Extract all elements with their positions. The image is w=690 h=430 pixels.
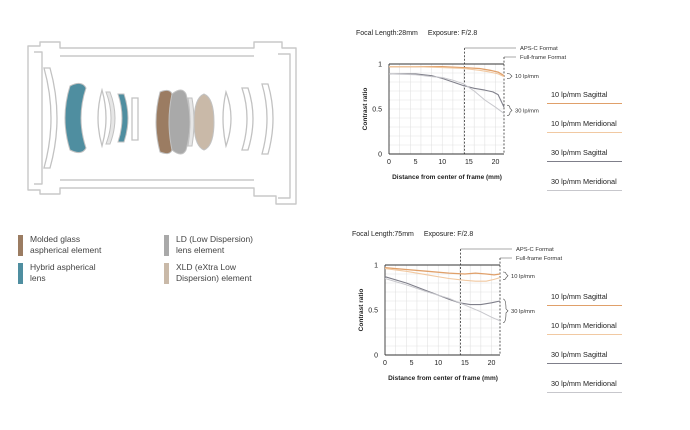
hybrid-swatch [18, 263, 23, 284]
legend-label: LD (Low Dispersion) lens element [176, 234, 253, 255]
fullframe-format-label: Full-frame Format [520, 55, 567, 61]
key-10-sagittal: 10 lp/mm Sagittal [551, 292, 608, 301]
x-tick-label: 20 [487, 360, 496, 367]
molded-swatch [18, 235, 23, 256]
key-30-sagittal: 30 lp/mm Sagittal [551, 148, 608, 157]
y-tick-label: 1 [374, 262, 378, 270]
legend-item-hybrid [18, 262, 140, 284]
x-tick-label: 20 [491, 159, 500, 166]
key-line-10-sagittal [547, 305, 622, 306]
key-line-10-sagittal [547, 103, 622, 104]
key-line-30-meridional [547, 392, 622, 393]
x-tick-label: 15 [460, 360, 469, 367]
hybrid-aspherical-element-rear [118, 94, 128, 142]
element-11 [262, 84, 273, 154]
x-tick-label: 0 [383, 360, 387, 367]
mtf-chart-28mm [356, 30, 636, 190]
x-tick-label: 10 [438, 159, 447, 166]
legend-label: Hybrid aspherical lens [30, 262, 96, 283]
key-line-10-meridional [547, 132, 622, 133]
apsc-format-label: APS-C Format [516, 247, 554, 253]
focal-length-label: Focal Length:28mm [356, 30, 418, 37]
y-axis-title: Contrast ratio [362, 87, 369, 131]
xld-swatch [164, 263, 169, 284]
y-tick-label: 0 [378, 151, 382, 159]
lens-cross-section-diagram [14, 28, 310, 210]
legend-label: XLD (eXtra Low Dispersion) element [176, 262, 252, 283]
key-30-meridional: 30 lp/mm Meridional [551, 379, 617, 388]
front-element [44, 68, 57, 168]
key-line-30-sagittal [547, 161, 622, 162]
brace-30lpmm [503, 299, 508, 323]
x-axis-title: Distance from center of frame (mm) [392, 174, 502, 181]
mtf-plot-75mm [352, 231, 563, 391]
exposure-label: Exposure: F/2.8 [423, 231, 474, 238]
freq-label-30lpmm: 30 lp/mm [511, 308, 535, 315]
element-3 [98, 90, 106, 146]
key-10-meridional: 10 lp/mm Meridional [551, 119, 617, 128]
y-axis-title: Contrast ratio [358, 288, 365, 332]
y-tick-label: 0.5 [372, 106, 382, 114]
hybrid-aspherical-element-front [65, 83, 86, 152]
x-tick-label: 15 [464, 159, 473, 166]
key-30-meridional: 30 lp/mm Meridional [551, 177, 617, 186]
mtf-chart-75mm [352, 231, 632, 391]
x-tick-label: 0 [387, 159, 391, 166]
legend-item-molded [18, 234, 140, 256]
mtf-plot-28mm [356, 30, 567, 190]
legend-label: Molded glass aspherical element [30, 234, 102, 255]
key-line-10-meridional [547, 334, 622, 335]
fullframe-format-label: Full-frame Format [516, 256, 563, 262]
brace-10lpmm [507, 74, 512, 79]
exposure-label: Exposure: F/2.8 [427, 30, 478, 37]
ld-small-element [106, 92, 115, 144]
y-tick-label: 1 [378, 61, 382, 69]
key-10-meridional: 10 lp/mm Meridional [551, 321, 617, 330]
brace-10lpmm [503, 272, 508, 280]
legend-item-xld [164, 262, 286, 284]
x-tick-label: 5 [413, 159, 418, 166]
key-10-sagittal: 10 lp/mm Sagittal [551, 90, 608, 99]
x-axis-title: Distance from center of frame (mm) [388, 375, 498, 382]
ld-swatch [164, 235, 169, 256]
brace-30lpmm [507, 105, 512, 115]
ld-low-dispersion-element [169, 90, 190, 154]
freq-label-10lpmm: 10 lp/mm [515, 74, 539, 81]
element-5 [132, 98, 138, 140]
xld-extra-low-dispersion-element [194, 94, 214, 150]
y-tick-label: 0.5 [368, 307, 378, 315]
x-tick-label: 10 [434, 360, 443, 367]
freq-label-30lpmm: 30 lp/mm [515, 108, 539, 115]
series-line-2 [389, 67, 504, 77]
element-10 [242, 88, 253, 150]
focal-length-label: Focal Length:75mm [352, 231, 414, 238]
key-line-30-sagittal [547, 363, 622, 364]
apsc-format-label: APS-C Format [520, 46, 558, 52]
series-line-2 [385, 269, 500, 282]
series-line-4 [385, 279, 500, 321]
freq-label-10lpmm: 10 lp/mm [511, 273, 535, 280]
legend-item-ld [164, 234, 286, 256]
x-tick-label: 5 [409, 360, 414, 367]
y-tick-label: 0 [374, 352, 378, 360]
key-30-sagittal: 30 lp/mm Sagittal [551, 350, 608, 359]
key-line-30-meridional [547, 190, 622, 191]
element-9 [223, 92, 231, 146]
